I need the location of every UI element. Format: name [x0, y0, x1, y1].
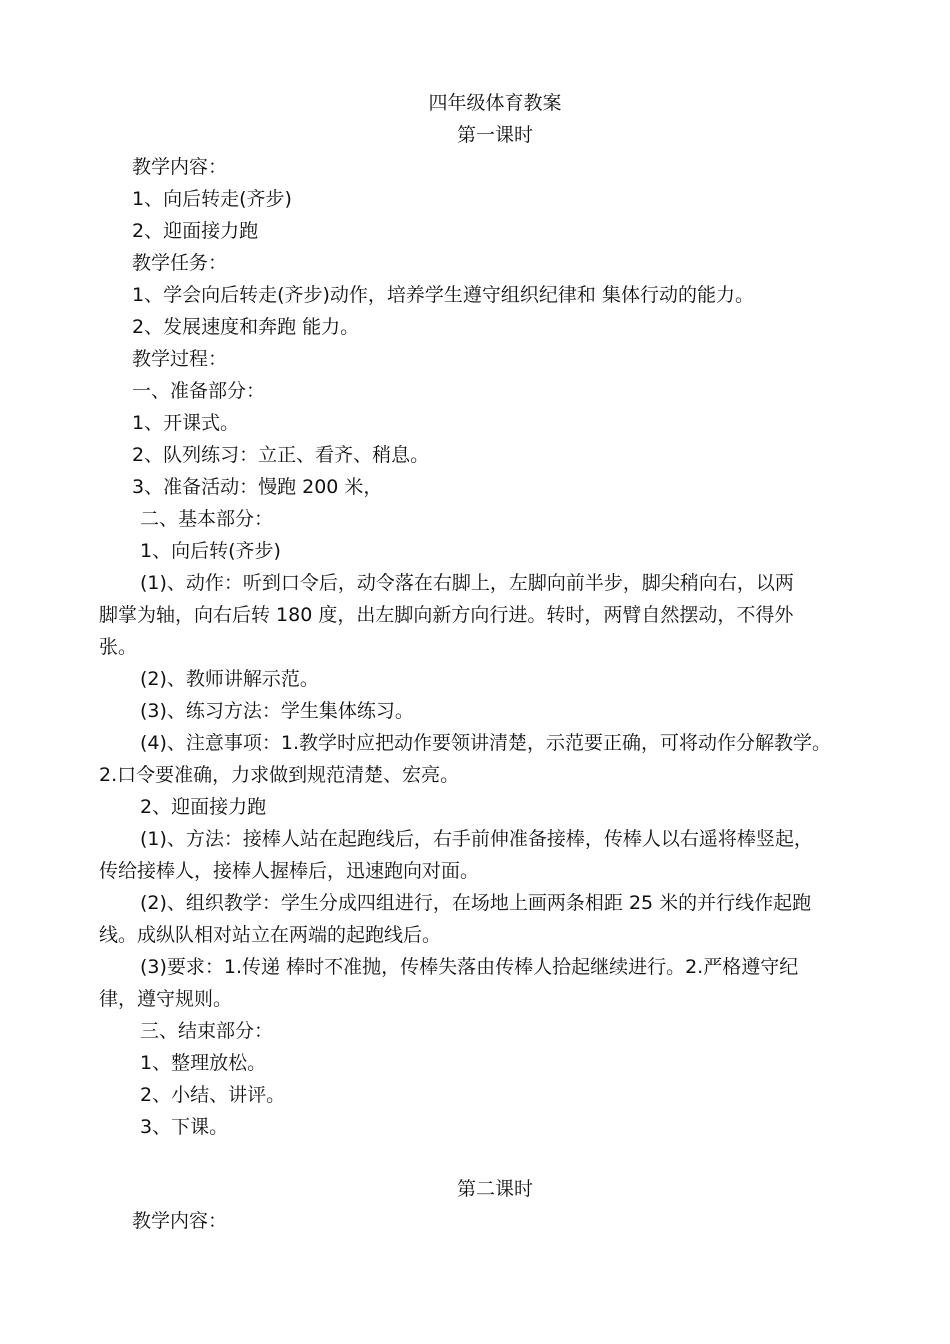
turn-heading: 1、向后转(齐步) [140, 540, 281, 562]
lesson1-process-label: 教学过程： [132, 348, 228, 370]
lesson1-tasks-label: 教学任务： [132, 252, 228, 274]
prep-heading: 一、准备部分： [132, 380, 266, 402]
task-item: 1、学会向后转走(齐步)动作，培养学生遵守组织纪律和 集体行动的能力。 [132, 284, 754, 306]
prep-item: 1、开课式。 [132, 412, 240, 434]
end-item: 3、下课。 [140, 1116, 229, 1138]
relay-paragraph-3-line-2: 律，遵守规则。 [99, 988, 233, 1010]
document-title: 四年级体育教案 [428, 92, 562, 114]
end-item: 2、小结、讲评。 [140, 1084, 286, 1106]
task-item: 2、发展速度和奔跑 能力。 [132, 316, 360, 338]
turn-paragraph-3: (3)、练习方法：学生集体练习。 [140, 700, 414, 722]
turn-paragraph-4-line-1: (4)、注意事项：1.教学时应把动作要领讲清楚，示范要正确，可将动作分解教学。 [140, 732, 832, 754]
relay-paragraph-2-line-1: (2)、组织教学：学生分成四组进行，在场地上画两条相距 25 米的并行线作起跑 [140, 892, 812, 914]
turn-paragraph-4-line-2: 2.口令要准确，力求做到规范清楚、宏亮。 [99, 764, 460, 786]
turn-paragraph-1-line-3: 张。 [99, 636, 138, 658]
relay-paragraph-2-line-2: 线。成纵队相对站立在两端的起跑线后。 [99, 924, 442, 946]
lesson1-content-label: 教学内容： [132, 156, 228, 178]
content-item: 1、向后转走(齐步) [132, 188, 292, 210]
relay-paragraph-1-line-2: 传给接棒人，接棒人握棒后，迅速跑向对面。 [99, 860, 480, 882]
content-item: 2、迎面接力跑 [132, 220, 259, 242]
prep-item: 2、队列练习：立正、看齐、稍息。 [132, 444, 430, 466]
lesson2-heading: 第二课时 [456, 1178, 533, 1200]
basic-heading: 二、基本部分： [140, 508, 274, 530]
lesson2-content-label: 教学内容： [132, 1210, 228, 1232]
end-heading: 三、结束部分： [140, 1020, 274, 1042]
relay-paragraph-3-line-1: (3)要求：1.传递 棒时不准抛，传棒失落由传棒人拾起继续进行。2.严格遵守纪 [140, 956, 799, 978]
prep-item: 3、准备活动：慢跑 200 米， [132, 476, 383, 498]
turn-paragraph-1-line-1: (1)、动作：听到口令后，动令落在右脚上，左脚向前半步，脚尖稍向右，以两 [140, 572, 794, 594]
turn-paragraph-1-line-2: 脚掌为轴，向右后转 180 度，出左脚向新方向行进。转时，两臂自然摆动，不得外 [99, 604, 794, 626]
lesson1-heading: 第一课时 [456, 124, 533, 146]
relay-heading: 2、迎面接力跑 [140, 796, 267, 818]
relay-paragraph-1-line-1: (1)、方法：接棒人站在起跑线后，右手前伸准备接棒，传棒人以右遥将棒竖起， [140, 828, 813, 850]
end-item: 1、整理放松。 [140, 1052, 267, 1074]
turn-paragraph-2: (2)、教师讲解示范。 [140, 668, 319, 690]
